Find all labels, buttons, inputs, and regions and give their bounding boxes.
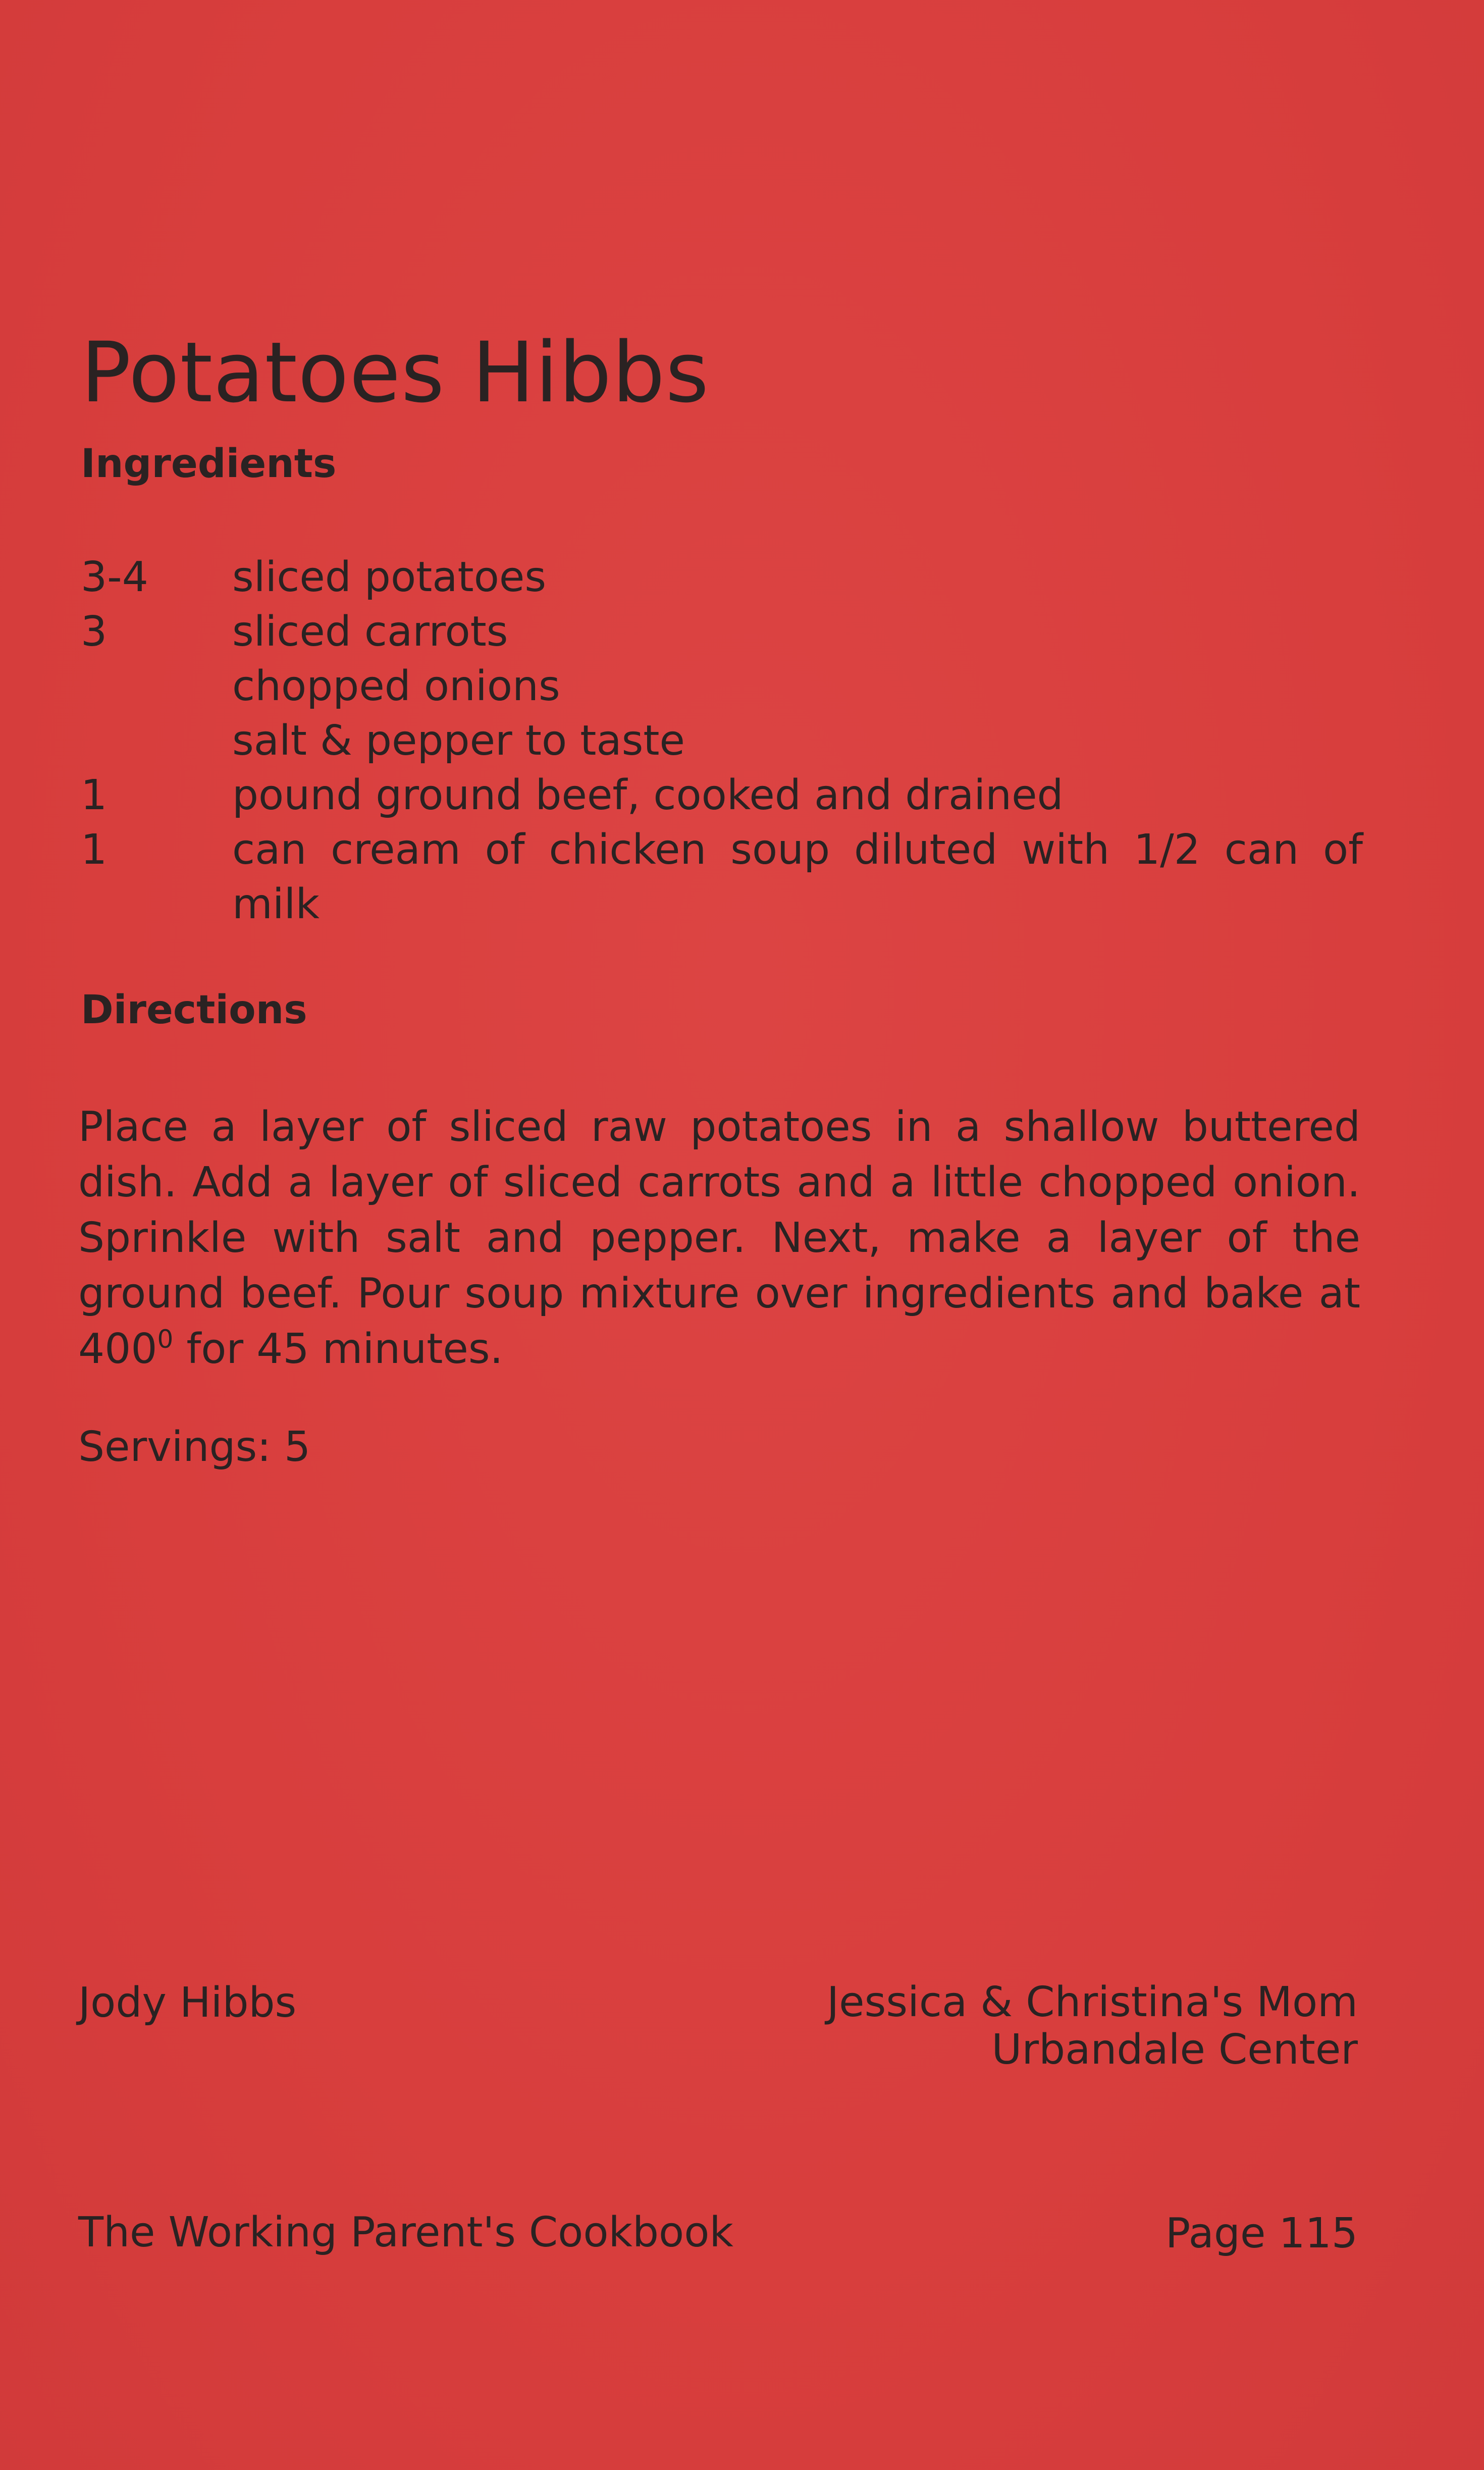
- ingredient-text: sliced carrots: [232, 608, 508, 656]
- footer-book-title: The Working Parent's Cookbook: [78, 2209, 733, 2256]
- ingredients-list: [81, 550, 1363, 932]
- directions-text: [78, 1099, 1360, 1377]
- ingredient-text: salt & pepper to taste: [232, 717, 685, 765]
- contributor-center: Urbandale Center: [991, 2026, 1358, 2074]
- ingredient-item: [81, 823, 1363, 932]
- ingredient-text: pound ground beef, cooked and drained: [232, 771, 1064, 819]
- servings: Servings: 5: [78, 1423, 311, 1471]
- ingredient-quantity: [81, 714, 232, 768]
- degree-mark: 0: [157, 1325, 174, 1354]
- ingredient-item: [81, 714, 1363, 768]
- ingredient-item: [81, 768, 1363, 823]
- ingredient-text: sliced potatoes: [232, 553, 547, 601]
- ingredient-quantity: 1: [81, 826, 108, 874]
- ingredient-quantity: [81, 659, 232, 714]
- contributor-relation: Jessica & Christina's Mom: [827, 1978, 1358, 2026]
- ingredient-text: chopped onions: [232, 662, 560, 710]
- ingredient-text: can cream of chicken soup diluted with 1/2 can of milk: [232, 826, 1363, 928]
- ingredient-item: [81, 550, 1363, 605]
- contributor-affiliation: [827, 1978, 1358, 2077]
- ingredients-heading: Ingredients: [81, 441, 337, 487]
- directions-heading: Directions: [81, 987, 307, 1033]
- ingredient-quantity: 3-4: [81, 553, 148, 601]
- ingredient-quantity: 1: [81, 771, 108, 819]
- ingredient-quantity: 3: [81, 608, 108, 656]
- directions-main: Place a layer of sliced raw potatoes in a shallow buttered dish. Add a layer of sliced carrots and a little chopped onion. Sprinkle with salt and pepper. Next, make a layer of the ground beef. Pour soup mixture over ingredients and bake at 400: [78, 1103, 1360, 1373]
- footer-page-number: Page 115: [1165, 2210, 1358, 2257]
- directions-tail: for 45 minutes.: [173, 1325, 503, 1373]
- ingredient-item: [81, 605, 1363, 659]
- contributor-name: Jody Hibbs: [78, 1979, 297, 2027]
- recipe-title: Potatoes Hibbs: [81, 324, 710, 421]
- ingredient-item: [81, 659, 1363, 714]
